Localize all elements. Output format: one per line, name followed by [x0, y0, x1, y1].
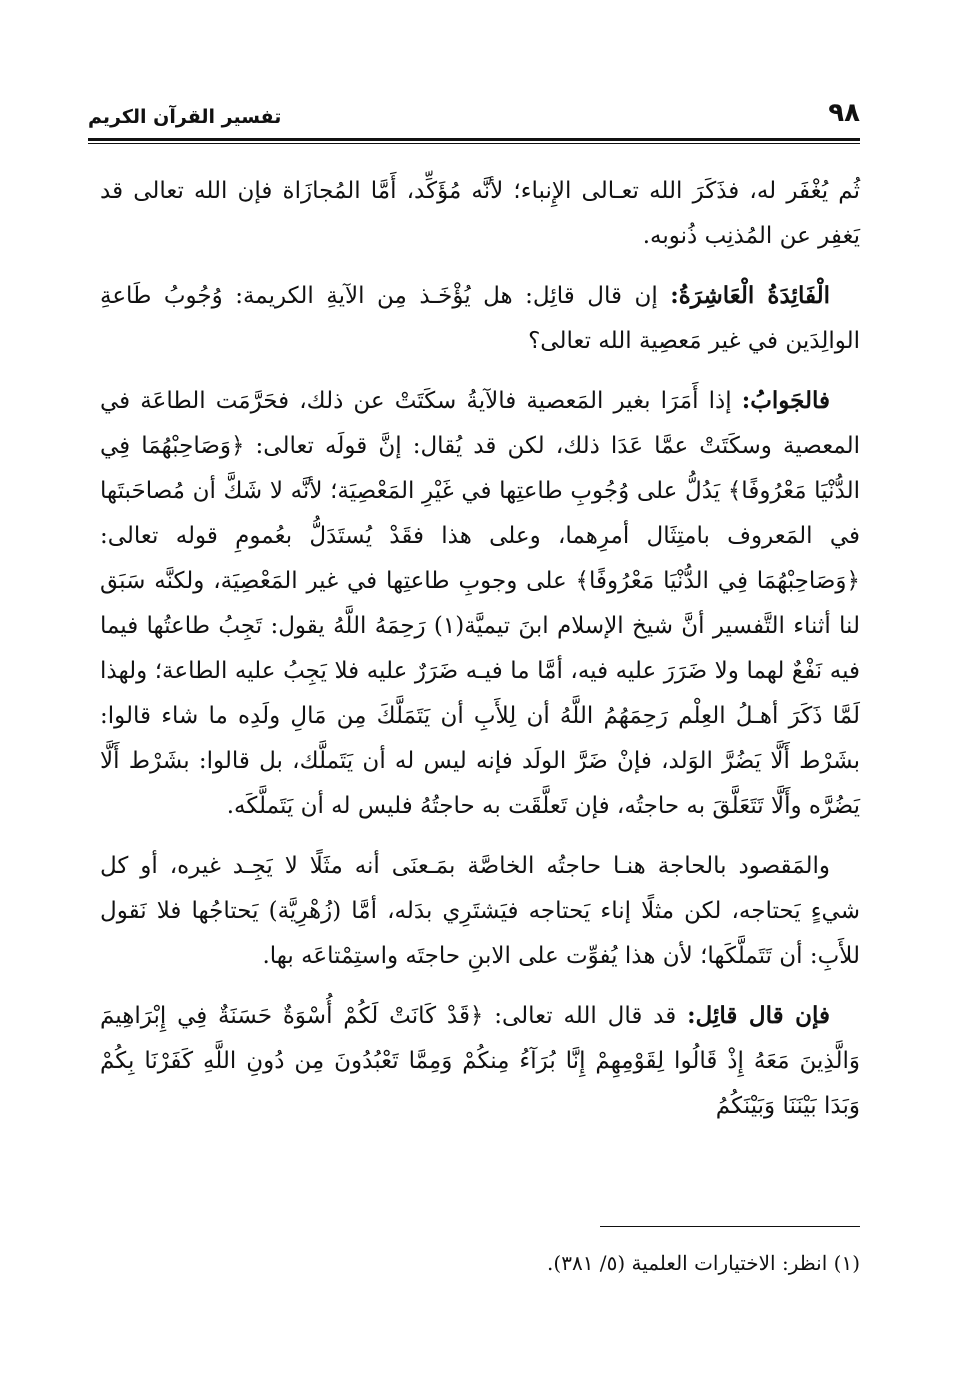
page-number: ٩٨ — [828, 98, 860, 128]
footnote-rule — [600, 1226, 860, 1227]
paragraph-2 — [100, 273, 860, 364]
paragraph-lead: فإن قال قائِل: — [687, 1002, 831, 1029]
book-title: تفسير القرآن الكريم — [88, 106, 282, 128]
header-rule — [88, 138, 860, 141]
paragraph-3 — [100, 378, 860, 829]
body-text — [100, 168, 860, 1143]
paragraph-text: ثُم يُغْفَر له، فذَكَرَ الله تعـالى الإِنباء؛ لأنَّه مُؤَكِّد، أَمَّا المُجازَاة فإن الله تعالى قد يَغفِر عن المُذنِب ذُنوبه. — [100, 178, 860, 249]
paragraph-lead: الْفَائِدَةُ الْعَاشِرَةُ: — [670, 282, 830, 309]
paragraph-text: إن قال قائِل: هل يُؤْخَـذ مِن الآيةِ الكريمة: وُجُوبُ طَاعةِ الوالِدَين في غير مَعصِية الله تعالى؟ — [100, 283, 860, 354]
paragraph-5 — [100, 993, 860, 1129]
paragraph-4 — [100, 843, 860, 979]
paragraph-text: إذا أَمَرَا بغير المَعصية فالآيةُ سكَتَتْ عن ذلك، فحَرَّمَت الطاعَة في المعصية وسكَتَتْ عمَّا عَدَا ذلك، لكن قد يُقال: إنَّ قولَه تعالى: ﴿وَصَاحِبْهُمَا فِي الدُّنْيَا مَعْرُوفًا﴾ يَدُلُّ على وُجُوبِ طاعتِها في غَيْرِ المَعْصِيَة؛ لأنَّه لا شَكَّ أن مُصاحَبتَها في المَعروف بامتِثَال أمرِهما، وعلى هذا فقَدْ يُستَدَلُّ بعُمومِ قوله تعالى: ﴿وَصَاحِبْهُمَا فِي الدُّنْيَا مَعْرُوفًا﴾ على وجوبِ طاعتِها في غير المَعْصِيَة، ولكنَّه سَبَق لنا أثناء التَّفسير أنَّ شيخ الإسلام ابنَ تيميَّة(١) رَحِمَهُ اللَّهُ يقول: تَجِبُ طاعتُها فيما فيه نَفْعٌ لهما ولا ضَرَرَ عليه فيه، أمَّا ما فيـه ضَرَرٌ عليه فلا يَجِبُ عليه الطاعة؛ ولهذا لَمَّا ذَكَرَ أهـلُ العِلْم رَحِمَهُمُ اللَّهُ أن لِلأَبِ أن يَتَمَلَّكَ مِن مَالِ ولَدِه ما شاء قالوا: بشَرْط أَلَّا يَضُرَّ الوَلد، فإنْ ضَرَّ الولَد فإنه ليس له أن يَتَملَّك، بل قالوا: بشَرْط أَلَّا يَضُرَّه وأَلَّا تَتَعَلَّقَ به حاجتُه، فإن تَعلَّقَت به حاجتُهُ فليس له أن يَتَملَّكَه. — [100, 388, 860, 819]
header-rule-thin — [88, 143, 860, 144]
paragraph-text: قد قال الله تعالى: ﴿قَدْ كَانَتْ لَكُمْ أُسْوَةٌ حَسَنَةٌ فِي إِبْرَاهِيمَ وَالَّذِينَ مَعَهُ إِذْ قَالُوا لِقَوْمِهِمْ إِنَّا بُرَآءُ مِنكُمْ وَمِمَّا تَعْبُدُونَ مِن دُونِ اللَّهِ كَفَرْنَا بِكُمْ وَبَدَا بَيْنَنَا وَبَيْنَكُمُ — [100, 1003, 860, 1119]
paragraph-lead: فالجَوابُ: — [741, 387, 830, 414]
page-header — [88, 98, 860, 138]
paragraph-text: والمَقصود بالحاجة هنـا حاجتُه الخاصَّة بمَـعنَى أنه مثَلًا لا يَجِـد غيره، أو كل شيءٍ يَحتاجه، لكن مثلًا إناء يَحتاجه فيَشتَرِي بدَله، أمَّا (زُهْرِيَّة) يَحتاجُها فلا نَقول للأَبِ: أن تَتَملَّكَها؛ لأن هذا يُفوِّت على الابنِ حاجتَه واستِمْتاعَه بها. — [100, 853, 860, 969]
paragraph-1 — [100, 168, 860, 259]
footnote: (١) انظر: الاختيارات العلمية (٥/ ٣٨١). — [547, 1251, 860, 1275]
